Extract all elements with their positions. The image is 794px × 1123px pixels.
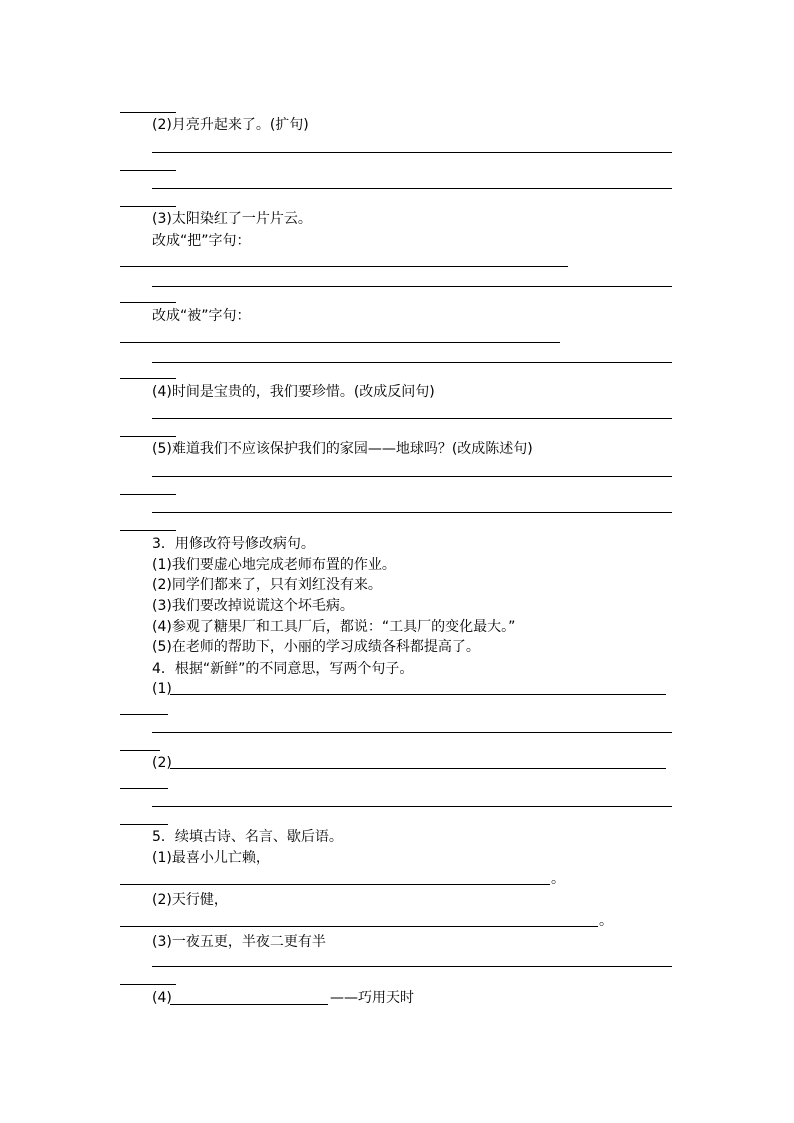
answer-line[interactable] [152, 476, 672, 477]
answer-line[interactable] [152, 362, 672, 363]
period: 。 [551, 871, 565, 887]
answer-line[interactable] [120, 788, 168, 789]
exercise-5-q4-tail: ——巧用天时 [330, 990, 414, 1006]
answer-line[interactable] [120, 984, 176, 985]
answer-line[interactable] [120, 494, 176, 495]
exercise-3-item: (2)同学们都来了，只有刘红没有来。 [152, 577, 382, 593]
exercise-4-num-1: (1) [152, 681, 172, 697]
answer-line[interactable] [120, 378, 176, 379]
answer-line[interactable] [120, 530, 176, 531]
question-2-3-ba: 改成“把”字句： [152, 233, 251, 249]
period: 。 [599, 913, 613, 929]
exercise-5-q4-num: (4) [152, 990, 172, 1006]
answer-line[interactable] [120, 170, 176, 171]
question-2-5: (5)难道我们不应该保护我们的家园——地球吗？(改成陈述句) [152, 441, 533, 457]
answer-line[interactable] [152, 152, 672, 153]
answer-line[interactable] [120, 436, 176, 437]
question-2-3: (3)太阳染红了一片片云。 [152, 211, 312, 227]
answer-line[interactable] [152, 732, 672, 733]
question-2-3-bei: 改成“被”字句： [152, 308, 251, 324]
exercise-5-q1: (1)最喜小儿亡赖， [152, 850, 270, 866]
exercise-3-item: (3)我们要改掉说谎这个坏毛病。 [152, 598, 354, 614]
answer-line[interactable] [120, 266, 568, 267]
question-2-2: (2)月亮升起来了。(扩句) [152, 117, 309, 133]
answer-line[interactable] [120, 302, 176, 303]
answer-line[interactable] [152, 188, 672, 189]
exercise-5-title: 5．续填古诗、名言、歇后语。 [152, 829, 343, 845]
answer-line[interactable] [120, 750, 160, 751]
answer-line[interactable] [120, 884, 550, 885]
answer-line[interactable] [170, 1004, 328, 1005]
question-2-4: (4)时间是宝贵的，我们要珍惜。(改成反问句) [152, 384, 435, 400]
answer-line[interactable] [152, 806, 672, 807]
answer-line[interactable] [120, 824, 168, 825]
answer-line[interactable] [120, 206, 176, 207]
exercise-4-title: 4．根据“新鲜”的不同意思，写两个句子。 [152, 661, 414, 677]
exercise-4-num-2: (2) [152, 755, 172, 771]
answer-line[interactable] [152, 286, 672, 287]
answer-line[interactable] [152, 418, 672, 419]
exercise-3-item: (5)在老师的帮助下，小丽的学习成绩各科都提高了。 [152, 639, 480, 655]
answer-line[interactable] [120, 112, 176, 113]
answer-line[interactable] [120, 714, 168, 715]
exercise-5-q3: (3)一夜五更，半夜二更有半 [152, 934, 326, 950]
exercise-3-item: (1)我们要虚心地完成老师布置的作业。 [152, 557, 396, 573]
exercise-3-title: 3．用修改符号修改病句。 [152, 536, 315, 552]
answer-line[interactable] [170, 694, 666, 695]
answer-line[interactable] [170, 768, 666, 769]
answer-line[interactable] [152, 966, 672, 967]
answer-line[interactable] [152, 512, 672, 513]
exercise-3-item: (4)参观了糖果厂和工具厂后，都说：“工具厂的变化最大。” [152, 619, 516, 635]
answer-line[interactable] [120, 926, 598, 927]
answer-line[interactable] [120, 342, 560, 343]
exercise-5-q2: (2)天行健， [152, 892, 228, 908]
